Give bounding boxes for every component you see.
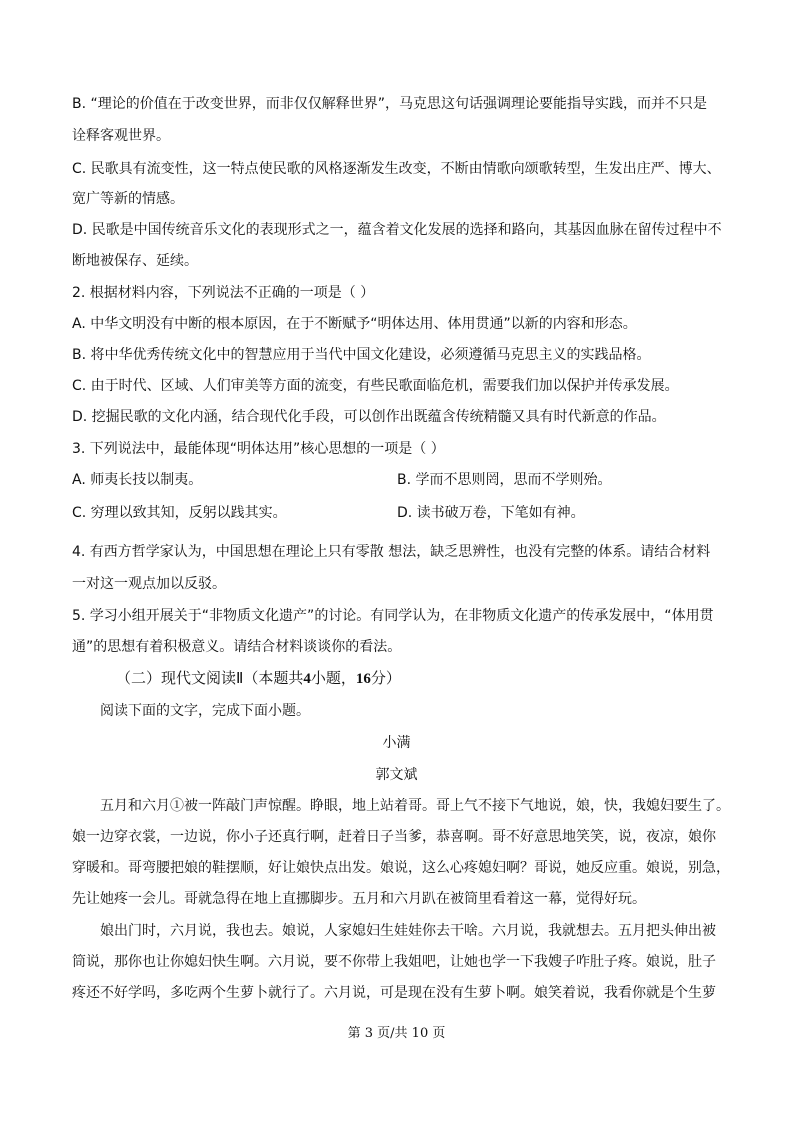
paragraph-2-line2: 筒说，那你也让你媳妇快生啊。六月说，要不你带上我姐吧，让她也学一下我嫂子咋肚子疼。娘说，肚子: [72, 954, 716, 970]
question-4-line1: 4. 有西方哲学家认为，中国思想在理论上只有零散 想法，缺乏思辨性，也没有完整的体系。请结合材料: [72, 544, 711, 560]
question-4-line2: 一对这一观点加以反驳。: [72, 576, 226, 592]
question-5-line2: 通”的思想有着积极意义。请结合材料谈谈你的看法。: [72, 639, 402, 655]
story-author: 郭文斌: [375, 767, 418, 783]
option-b-line2: 诠释客观世界。: [72, 128, 170, 144]
section-title: （二）现代文阅读Ⅱ（本题共: [116, 669, 304, 687]
paragraph-1-line3: 穿暖和。哥弯腰把娘的鞋摆顺，好让娘快点出发。娘说，这么心疼媳妇啊？哥说，她反应重。娘说，别急，: [72, 860, 730, 876]
option-d-line2: 断地被保存、延续。: [72, 253, 198, 269]
paragraph-1-line2: 娘一边穿衣裳，一边说，你小子还真行啊，赶着日子当爹，恭喜啊。哥不好意思地笑笑，说，夜凉，娘你: [72, 829, 716, 845]
section-heading: [116, 668, 401, 689]
question-3: 3. 下列说法中，最能体现“明体达用”核心思想的一项是（ ）: [72, 441, 445, 457]
question-3-option-c: C. 穷理以致其知，反躬以践其实。: [72, 505, 287, 521]
paragraph-1-line1: 五月和六月①被一阵敲门声惊醒。睁眼，地上站着哥。哥上气不接下气地说，娘，快，我媳妇要生了。: [100, 798, 730, 814]
question-2: 2. 根据材料内容，下列说法不正确的一项是（ ）: [72, 285, 375, 301]
paragraph-1-line4: 先让她疼一会儿。哥就急得在地上直挪脚步。五月和六月趴在被筒里看着这一幕，觉得好玩。: [72, 891, 646, 907]
question-3-option-b: B. 学而不思则罔，思而不学则殆。: [397, 472, 612, 488]
section-end: 分）: [370, 669, 401, 687]
paragraph-2-line3: 疼还不好学吗，多吃两个生萝卜就行了。六月说，可是现在没有生萝卜啊。娘笑着说，我看你就是个生萝: [72, 985, 716, 1001]
reading-instruction: 阅读下面的文字，完成下面小题。: [100, 703, 310, 719]
question-2-option-a: A. 中华文明没有中断的根本原因，在于不断赋予“明体达用、体用贯通”以新的内容和形态。: [72, 316, 637, 332]
option-c-line1: C. 民歌具有流变性，这一特点使民歌的风格逐渐发生改变，不断由情歌向颂歌转型，生发出庄严、博大、: [72, 161, 721, 177]
page-footer: 第 3 页/共 10 页: [347, 1026, 446, 1041]
section-count: 4: [303, 671, 311, 687]
question-3-option-d: D. 读书破万卷，下笔如有神。: [397, 505, 585, 521]
option-b-line1: B. “理论的价值在于改变世界，而非仅仅解释世界”，马克思这句话强调理论要能指导实践，而并不只是: [72, 96, 708, 112]
question-2-option-b: B. 将中华优秀传统文化中的智慧应用于当代中国文化建设，必须遵循马克思主义的实践品格。: [72, 347, 651, 363]
question-2-option-c: C. 由于时代、区域、人们审美等方面的流变，有些民歌面临危机，需要我们加以保护并传承发展。: [72, 378, 679, 394]
question-2-option-d: D. 挖掘民歌的文化内涵，结合现代化手段，可以创作出既蕴含传统精髓又具有时代新意的作品。: [72, 409, 666, 425]
question-3-option-a: A. 师夷长技以制夷。: [72, 472, 203, 488]
story-title: 小满: [382, 735, 411, 751]
section-score: 16: [355, 671, 371, 687]
paragraph-2-line1: 娘出门时，六月说，我也去。娘说，人家媳妇生娃娃你去干啥。六月说，我就想去。五月把头伸出被: [100, 923, 716, 939]
option-d-line1: D. 民歌是中国传统音乐文化的表现形式之一，蕴含着文化发展的选择和路向，其基因血脉在留传过程中不: [72, 222, 722, 238]
section-mid: 小题，: [310, 669, 356, 687]
question-5-line1: 5. 学习小组开展关于“非物质文化遗产”的讨论。有同学认为，在非物质文化遗产的传承发展中，“体用贯: [72, 608, 714, 624]
option-c-line2: 宽广等新的情感。: [72, 191, 184, 207]
